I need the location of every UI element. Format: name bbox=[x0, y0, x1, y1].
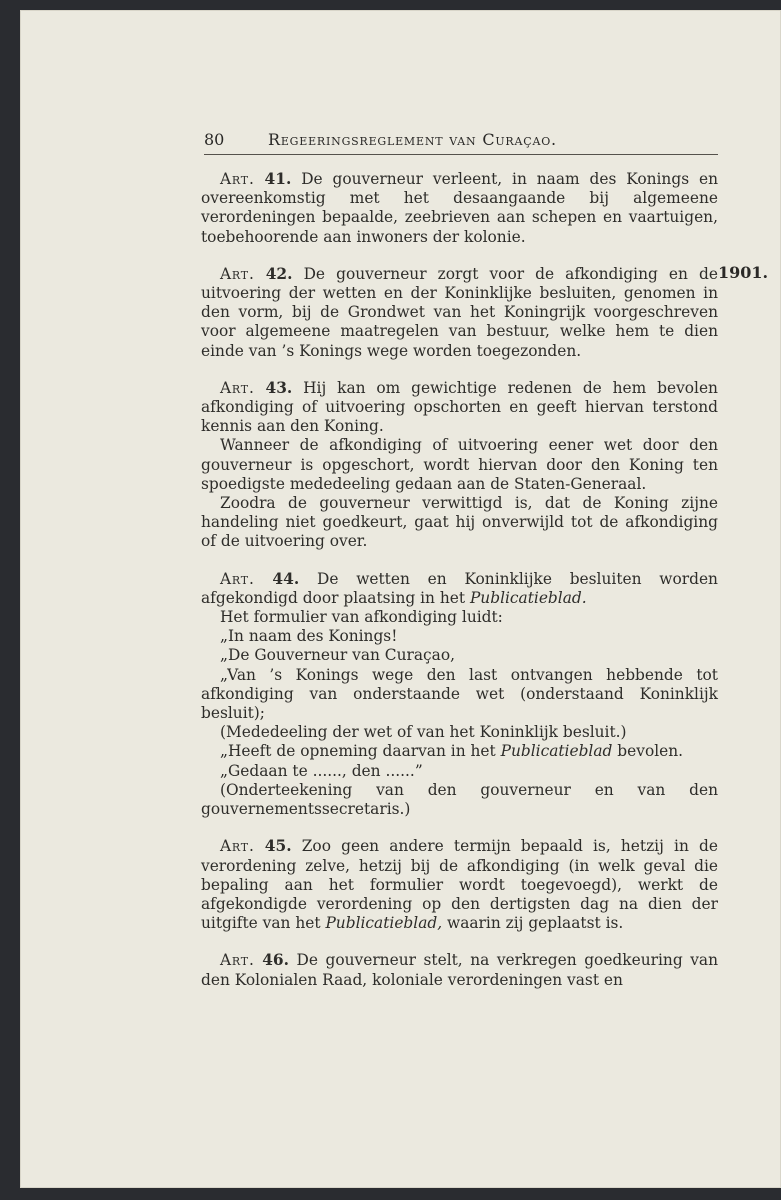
article-45 bbox=[201, 837, 718, 933]
article-label: Art. bbox=[220, 264, 255, 283]
article-text-end: waarin zij geplaatst is. bbox=[442, 914, 624, 933]
article-43 bbox=[201, 379, 718, 437]
formula-intro: Het formulier van afkondiging luidt: bbox=[220, 608, 503, 627]
article-42 bbox=[201, 265, 718, 361]
page-number: 80 bbox=[204, 130, 225, 149]
margin-year-note: 1901. bbox=[718, 263, 769, 282]
article-text: De gouverneur zorgt voor de afkondiging en de uitvoering der wetten en der Koninklijke besluiten, genomen in den vorm, bij de Grondwet van het Koningrijk voorgeschreven voor algemeene maatregelen van bestuur, welke hem te dien einde van ’s Konings wege worden toegezonden. bbox=[201, 264, 718, 360]
formula-gedaan: „Gedaan te ......, den ......” bbox=[220, 761, 423, 780]
body-text bbox=[201, 170, 718, 990]
article-text: De gouverneur stelt, na verkregen goedkeuring van den Kolonialen Raad, koloniale verordeningen vast en bbox=[201, 951, 718, 989]
article-label: Art. bbox=[220, 378, 255, 397]
formula-signature: (Onderteekening van den gouverneur en van den gouvernementssecretaris.) bbox=[201, 780, 718, 819]
article-number: 46. bbox=[262, 951, 289, 970]
running-title: Regeeringsreglement van Curaçao. bbox=[268, 130, 557, 149]
article-text: Zoo geen andere termijn bepaald is, hetzij in de verordening zelve, hetzij bij de afkondiging (in welk geval die bepaling aan het formulier wordt toegevoegd), werkt de afgekondigde verordening op den dertigsten dag na dien der uitgifte van het bbox=[201, 837, 718, 933]
article-43-paragraph-3: Zoodra de gouverneur verwittigd is, dat de Koning zijne handeling niet goedkeurt, gaat hij onverwijld tot de afkondiging of de uitvoering over. bbox=[201, 494, 718, 551]
formula-line: (Mededeeling der wet of van het Koninklijk besluit.) bbox=[220, 723, 627, 742]
article-43-paragraph-2: Wanneer de afkondiging of uitvoering eener wet door den gouverneur is opgeschort, wordt hiervan door den Koning ten spoedigste mededeeling gedaan aan de Staten-Generaal. bbox=[201, 436, 718, 493]
article-text: De wetten en Koninklijke besluiten worden afgekondigd door plaatsing in het bbox=[201, 569, 718, 607]
page bbox=[20, 10, 781, 1188]
article-number: 43. bbox=[265, 378, 293, 397]
publicatieblad-italic: Publicatieblad. bbox=[469, 588, 587, 607]
article-number: 42. bbox=[265, 264, 293, 283]
formula-heeft-text: „Heeft de opneming daarvan in het bbox=[220, 742, 501, 761]
article-label: Art. bbox=[220, 569, 255, 588]
article-41 bbox=[201, 170, 718, 247]
formula-line: „In naam des Konings! bbox=[220, 627, 398, 646]
article-label: Art. bbox=[220, 951, 255, 970]
article-label: Art. bbox=[220, 837, 255, 856]
article-text: De gouverneur verleent, in naam des Konings en overeenkomstig met het desaangaande bij algemeene verordeningen bepaalde, zeebrieven aan schepen en vaartuigen, toebehoorende aan inwoners der kolonie. bbox=[201, 170, 718, 246]
formula-heeft-end: bevolen. bbox=[612, 742, 684, 761]
article-number: 45. bbox=[264, 837, 292, 856]
formula-line: „De Gouverneur van Curaçao, bbox=[220, 646, 455, 665]
article-label: Art. bbox=[220, 170, 255, 188]
running-header bbox=[204, 128, 718, 155]
article-number: 41. bbox=[264, 170, 292, 188]
article-text: Hij kan om gewichtige redenen de hem bevolen afkondiging of uitvoering opschorten en geeft hiervan terstond kennis aan den Koning. bbox=[201, 378, 718, 436]
publicatieblad-italic: Publicatieblad, bbox=[325, 914, 443, 933]
article-44 bbox=[201, 570, 718, 608]
article-46 bbox=[201, 951, 718, 989]
formula-heeft bbox=[201, 742, 718, 761]
publicatieblad-italic: Publicatieblad bbox=[500, 742, 613, 761]
formula-line: „Van ’s Konings wege den last ontvangen hebbende tot afkondiging van onderstaande wet (onderstaand Koninklijk besluit); bbox=[201, 665, 718, 723]
article-number: 44. bbox=[272, 569, 300, 588]
